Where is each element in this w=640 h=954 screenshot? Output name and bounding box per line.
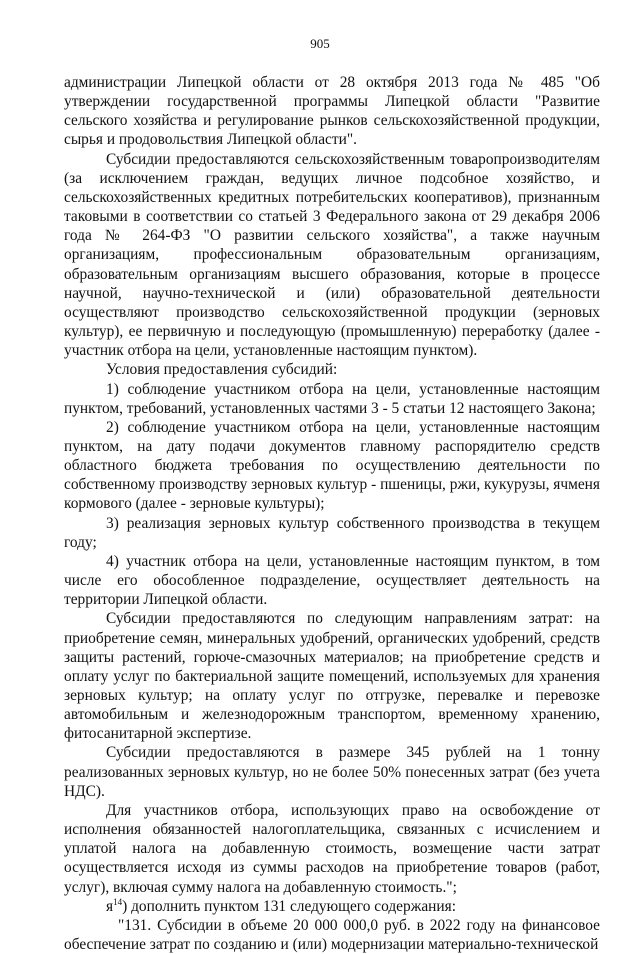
list-item: 4) участник отбора на цели, установленные настоящим пунктом, в том числе его обособленное подразделение, осуществляет деятельность на территории Липецкой области.: [64, 552, 600, 609]
list-item: 1) соблюдение участником отбора на цели, установленные настоящим пунктом, требований, установленных частями 3 - 5 статьи 12 настоящего Закона;: [64, 380, 600, 417]
list-item: 2) соблюдение участником отбора на цели, установленные настоящим пунктом, на дату подачи документов главному распорядителю средств областного бюджета требования по осуществлению деятельности по собственному производству зерновых культур - пшеницы, ржи, кукурузы, ячменя кормового (далее - зерновые культуры);: [64, 418, 600, 513]
item-letter: я: [106, 897, 114, 915]
item-superscript: 14: [113, 896, 123, 907]
paragraph: Для участников отбора, использующих право на освобождение от исполнения обязанностей налогоплательщика, связанных с исчислением и уплатой налога на добавленную стоимость, возмещение части затрат осуществляется исходя из суммы расходов на приобретение товаров (работ, услуг), включая сумму налога на добавленную стоимость.";: [64, 801, 600, 896]
paragraph: Субсидии предоставляются в размере 345 рублей на 1 тонну реализованных зерновых культур, но не более 50% понесенных затрат (без учета НДС).: [64, 744, 600, 800]
paragraph: Условия предоставления субсидий:: [106, 361, 338, 379]
document-body: [64, 73, 600, 954]
amendment-item: [64, 897, 600, 916]
paragraph: "131. Субсидии в объеме 20 000 000,0 руб. в 2022 году на финансовое обеспечение затрат по созданию и (или) модернизации материально-технической: [64, 916, 600, 954]
page-number: 905: [310, 36, 330, 51]
list-item: 3) реализация зерновых культур собственного производства в текущем году;: [64, 514, 600, 551]
paragraph: Субсидии предоставляются по следующим направлениям затрат: на приобретение семян, минеральных удобрений, органических удобрений, средств защиты растений, горюче-смазочных материалов; на приобретение средств и оплату услуг по бактериальной защите помещений, используемых для хранения зерновых культур; на оплату услуг по отгрузке, перевалке и перевозке автомобильным и железнодорожным транспортом, временному хранению, фитосанитарной экспертизе.: [64, 610, 600, 743]
paragraph: администрации Липецкой области от 28 октября 2013 года № 485 "Об утверждении государственной программы Липецкой области "Развитие сельского хозяйства и регулирование рынков сельскохозяйственной продукции, сырья и продовольствия Липецкой области".: [64, 74, 600, 149]
paragraph: Субсидии предоставляются сельскохозяйственным товаропроизводителям (за исключением граждан, ведущих личное подсобное хозяйство, и сельскохозяйственных кредитных потребительских кооперативов), признанным таковыми в соответствии со статьей 3 Федерального закона от 29 декабря 2006 года № 264-ФЗ "О развитии сельского хозяйства", а также научным организациям, профессиональным образовательным организациям, образовательным организациям высшего образования, которые в процессе научной, научно-технической и (или) образовательной деятельности осуществляют производство сельскохозяйственной продукции (зерновых культур), ее первичную и последующую (промышленную) переработку (далее - участник отбора на цели, установленные настоящим пунктом).: [64, 150, 600, 360]
amendment-text: ) дополнить пунктом 131 следующего содержания:: [122, 897, 457, 915]
